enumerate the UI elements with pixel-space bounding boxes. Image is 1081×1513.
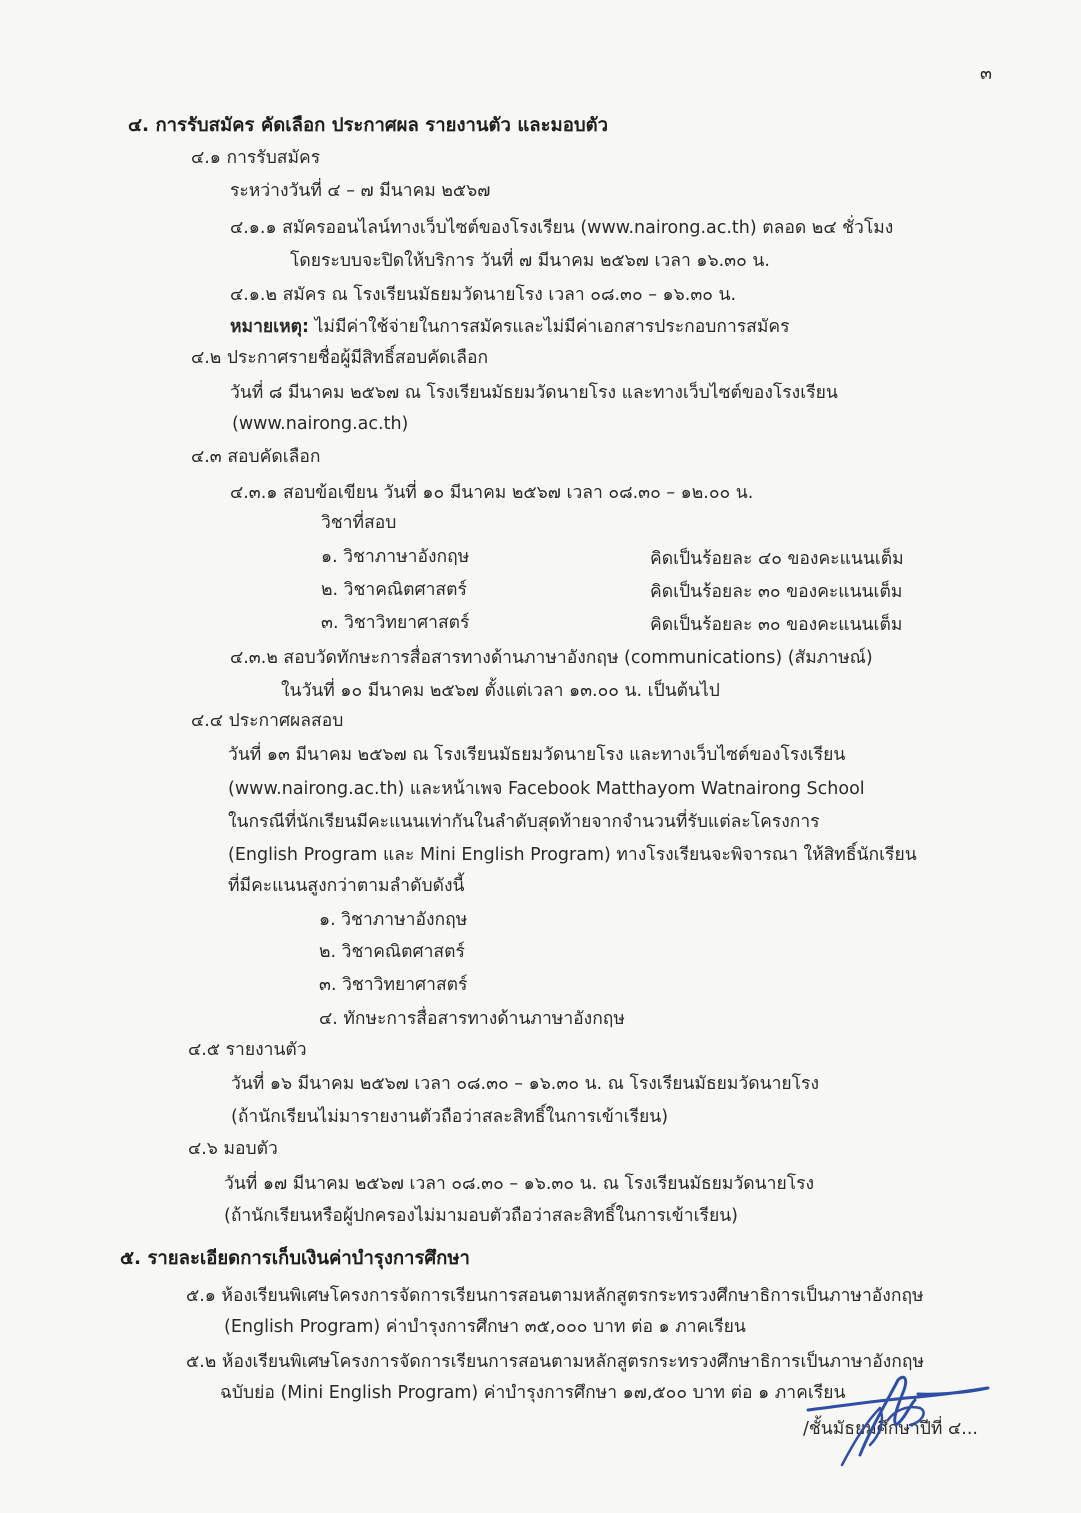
section-4-5-line1: วันที่ ๑๖ มีนาคม ๒๕๖๗ เวลา ๐๘.๓๐ – ๑๖.๓๐ น. ณ โรงเรียนมัธยมวัดนายโรง bbox=[231, 1074, 819, 1094]
section-4-3-title: ๔.๓ สอบคัดเลือก bbox=[191, 447, 321, 467]
section-4-6-title: ๔.๖ มอบตัว bbox=[188, 1139, 278, 1159]
section-4-heading: ๔. การรับสมัคร คัดเลือก ประกาศผล รายงานตัว และมอบตัว bbox=[128, 115, 609, 136]
section-4-6-line2: (ถ้านักเรียนหรือผู้ปกครองไม่มามอบตัวถือว่าสละสิทธิ์ในการเข้าเรียน) bbox=[224, 1206, 739, 1226]
subject-weight: คิดเป็นร้อยละ ๓๐ ของคะแนนเต็ม bbox=[650, 582, 903, 602]
section-4-2-title: ๔.๒ ประกาศรายชื่อผู้มีสิทธิ์สอบคัดเลือก bbox=[191, 348, 489, 368]
continuation-note: /ชั้นมัธยมศึกษาปีที่ ๔... bbox=[803, 1419, 978, 1439]
signature-strokes bbox=[808, 1377, 988, 1465]
signature-stroke bbox=[842, 1408, 882, 1465]
section-4-4-line: (English Program และ Mini English Program) ทางโรงเรียนจะพิจารณา ให้สิทธิ์นักเรียน bbox=[228, 845, 917, 865]
section-4-5-line2: (ถ้านักเรียนไม่มารายงานตัวถือว่าสละสิทธิ์ในการเข้าเรียน) bbox=[231, 1107, 669, 1127]
subject-weight: คิดเป็นร้อยละ ๔๐ ของคะแนนเต็ม bbox=[650, 549, 904, 569]
subject-name: ๒. วิชาคณิตศาสตร์ bbox=[321, 580, 467, 600]
priority-item: ๒. วิชาคณิตศาสตร์ bbox=[319, 942, 465, 962]
section-4-3-2-line2: ในวันที่ ๑๐ มีนาคม ๒๕๖๗ ตั้งแต่เวลา ๑๓.๐๐ น. เป็นต้นไป bbox=[281, 681, 720, 701]
section-4-2-line2: (www.nairong.ac.th) bbox=[232, 414, 409, 434]
section-4-5-title: ๔.๕ รายงานตัว bbox=[188, 1040, 307, 1060]
section-4-1-title: ๔.๑ การรับสมัคร bbox=[191, 148, 321, 168]
section-4-1-2: ๔.๑.๒ สมัคร ณ โรงเรียนมัธยมวัดนายโรง เวลา ๐๘.๓๐ – ๑๖.๓๐ น. bbox=[230, 285, 737, 305]
page-number: ๓ bbox=[980, 64, 992, 84]
section-4-4-line: (www.nairong.ac.th) และหน้าเพจ Facebook Matthayom Watnairong School bbox=[228, 779, 865, 799]
signature-stroke bbox=[860, 1377, 915, 1455]
section-4-4-title: ๔.๔ ประกาศผลสอบ bbox=[191, 711, 344, 731]
section-4-6-line1: วันที่ ๑๗ มีนาคม ๒๕๖๗ เวลา ๐๘.๓๐ – ๑๖.๓๐ น. ณ โรงเรียนมัธยมวัดนายโรง bbox=[224, 1174, 815, 1194]
subject-name: ๓. วิชาวิทยาศาสตร์ bbox=[321, 613, 470, 633]
section-4-1-period: ระหว่างวันที่ ๔ – ๗ มีนาคม ๒๕๖๗ bbox=[230, 181, 491, 201]
priority-item: ๓. วิชาวิทยาศาสตร์ bbox=[319, 975, 468, 995]
section-4-4-line: วันที่ ๑๓ มีนาคม ๒๕๖๗ ณ โรงเรียนมัธยมวัดนายโรง และทางเว็บไซต์ของโรงเรียน bbox=[228, 745, 846, 765]
subjects-label: วิชาที่สอบ bbox=[321, 513, 397, 533]
section-5-1-line1: ๕.๑ ห้องเรียนพิเศษโครงการจัดการเรียนการสอนตามหลักสูตรกระทรวงศึกษาธิการเป็นภาษาอังกฤษ bbox=[186, 1286, 924, 1306]
section-4-4-line: ที่มีคะแนนสูงกว่าตามลำดับดังนี้ bbox=[228, 876, 465, 896]
subject-name: ๑. วิชาภาษาอังกฤษ bbox=[321, 547, 470, 567]
note-label: หมายเหตุ: bbox=[230, 317, 310, 337]
section-5-1-line2: (English Program) ค่าบำรุงการศึกษา ๓๕,๐๐๐ บาท ต่อ ๑ ภาคเรียน bbox=[224, 1317, 746, 1337]
section-4-1-1-line1: ๔.๑.๑ สมัครออนไลน์ทางเว็บไซต์ของโรงเรียน (www.nairong.ac.th) ตลอด ๒๔ ชั่วโมง bbox=[230, 218, 894, 238]
section-4-3-1: ๔.๓.๑ สอบข้อเขียน วันที่ ๑๐ มีนาคม ๒๕๖๗ เวลา ๐๘.๓๐ – ๑๒.๐๐ น. bbox=[230, 483, 754, 503]
section-4-4-line: ในกรณีที่นักเรียนมีคะแนนเท่ากันในลำดับสุดท้ายจากจำนวนที่รับแต่ละโครงการ bbox=[228, 812, 820, 832]
section-4-3-2-line1: ๔.๓.๒ สอบวัดทักษะการสื่อสารทางด้านภาษาอังกฤษ (communications) (สัมภาษณ์) bbox=[230, 648, 873, 668]
section-5-heading: ๕. รายละเอียดการเก็บเงินค่าบำรุงการศึกษา bbox=[120, 1248, 470, 1269]
note-text: ไม่มีค่าใช้จ่ายในการสมัครและไม่มีค่าเอกสารประกอบการสมัคร bbox=[309, 317, 790, 337]
subject-weight: คิดเป็นร้อยละ ๓๐ ของคะแนนเต็ม bbox=[650, 615, 903, 635]
priority-item: ๔. ทักษะการสื่อสารทางด้านภาษาอังกฤษ bbox=[319, 1009, 625, 1029]
section-4-1-1-line2: โดยระบบจะปิดให้บริการ วันที่ ๗ มีนาคม ๒๕๖๗ เวลา ๑๖.๓๐ น. bbox=[290, 251, 770, 271]
section-5-2-line2: ฉบับย่อ (Mini English Program) ค่าบำรุงการศึกษา ๑๗,๕๐๐ บาท ต่อ ๑ ภาคเรียน bbox=[220, 1383, 846, 1403]
signature bbox=[800, 1370, 1000, 1470]
section-5-2-line1: ๕.๒ ห้องเรียนพิเศษโครงการจัดการเรียนการสอนตามหลักสูตรกระทรวงศึกษาธิการเป็นภาษาอังกฤษ bbox=[186, 1352, 924, 1372]
section-4-1-note bbox=[230, 315, 790, 339]
section-4-2-line1: วันที่ ๘ มีนาคม ๒๕๖๗ ณ โรงเรียนมัธยมวัดนายโรง และทางเว็บไซต์ของโรงเรียน bbox=[230, 383, 838, 403]
priority-item: ๑. วิชาภาษาอังกฤษ bbox=[319, 910, 468, 930]
